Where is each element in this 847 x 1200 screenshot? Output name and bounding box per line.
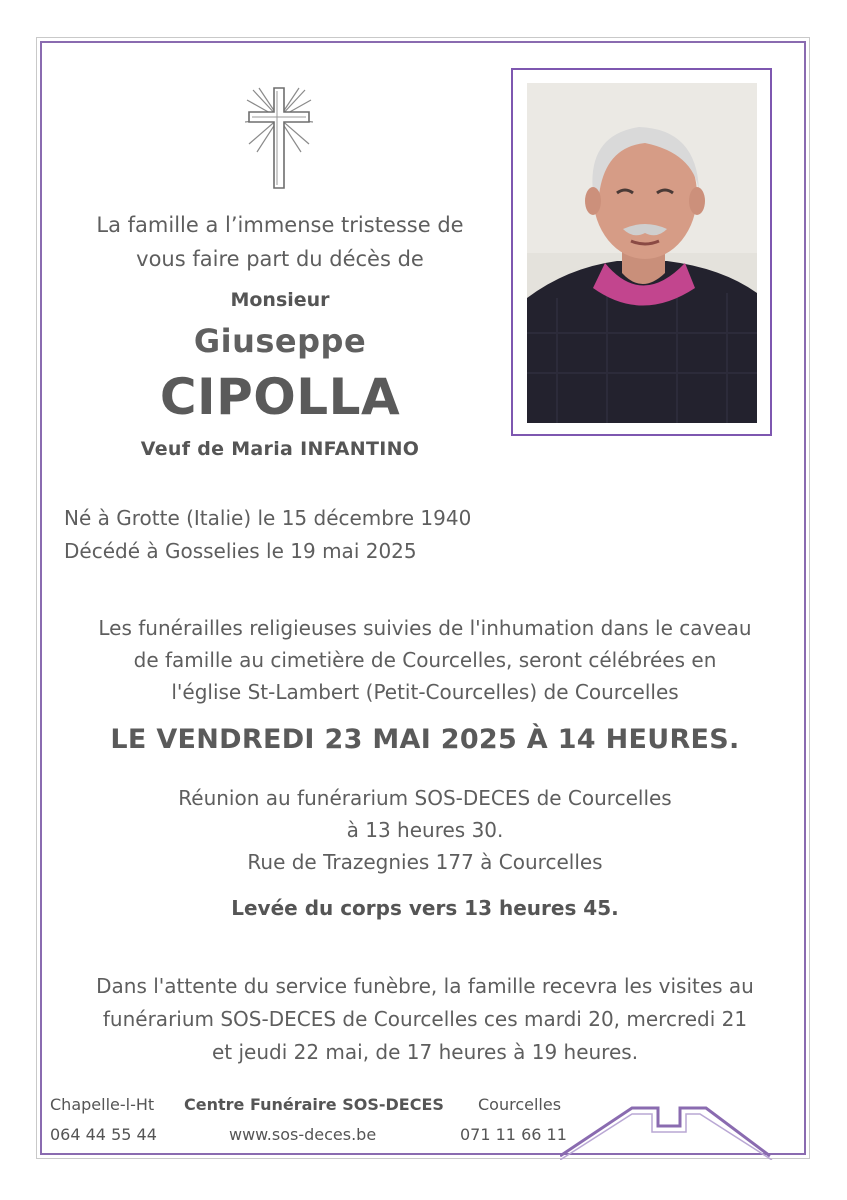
funeral-line-1: Les funérailles religieuses suivies de l'inhumation dans le caveau [98,616,752,640]
visits-line-2: funérarium SOS-DECES de Courcelles ces mardi 20, mercredi 21 [102,1007,748,1031]
death-line: Décédé à Gosselies le 19 mai 2025 [64,539,417,563]
portrait-photo [527,83,757,423]
cross-icon [245,86,313,190]
funeral-text [50,612,800,708]
civility: Monsieur [230,289,330,311]
last-name: CIPOLLA [159,368,401,426]
footer-right-phone: 071 11 66 11 [460,1125,567,1144]
intro-line-1: La famille a l’immense tristesse de [96,213,464,237]
footer-center-web[interactable]: www.sos-deces.be [229,1125,377,1144]
first-name: Giuseppe [193,322,367,360]
footer-right-city: Courcelles [478,1095,562,1114]
footer-center-name: Centre Funéraire SOS-DECES [184,1095,444,1114]
birth-line: Né à Grotte (Italie) le 15 décembre 1940 [64,506,472,530]
funeral-line-3: l'église St-Lambert (Petit-Courcelles) de Courcelles [171,680,679,704]
meeting-line-3: Rue de Trazegnies 177 à Courcelles [247,850,603,874]
ceremony-date: LE VENDREDI 23 MAI 2025 À 14 HEURES. [110,724,740,755]
visits-line-1: Dans l'attente du service funèbre, la famille recevra les visites au [96,974,754,998]
meeting-line-2: à 13 heures 30. [346,818,504,842]
life-dates [64,502,471,568]
funeral-line-2: de famille au cimetière de Courcelles, seront célébrées en [133,648,717,672]
house-roof-logo-icon [560,1098,812,1160]
meeting-line-1: Réunion au funérarium SOS-DECES de Courcelles [178,786,672,810]
footer-left-city: Chapelle-l-Ht [50,1095,155,1114]
footer-left-phone: 064 44 55 44 [50,1125,157,1144]
visits-text [50,970,800,1069]
intro-text [60,208,500,276]
visits-line-3: et jeudi 22 mai, de 17 heures à 19 heures. [211,1040,639,1064]
portrait-frame [511,68,772,436]
levee-text: Levée du corps vers 13 heures 45. [231,896,619,920]
meeting-text [50,782,800,878]
intro-line-2: vous faire part du décès de [136,247,424,271]
spouse-line: Veuf de Maria INFANTINO [140,438,420,460]
